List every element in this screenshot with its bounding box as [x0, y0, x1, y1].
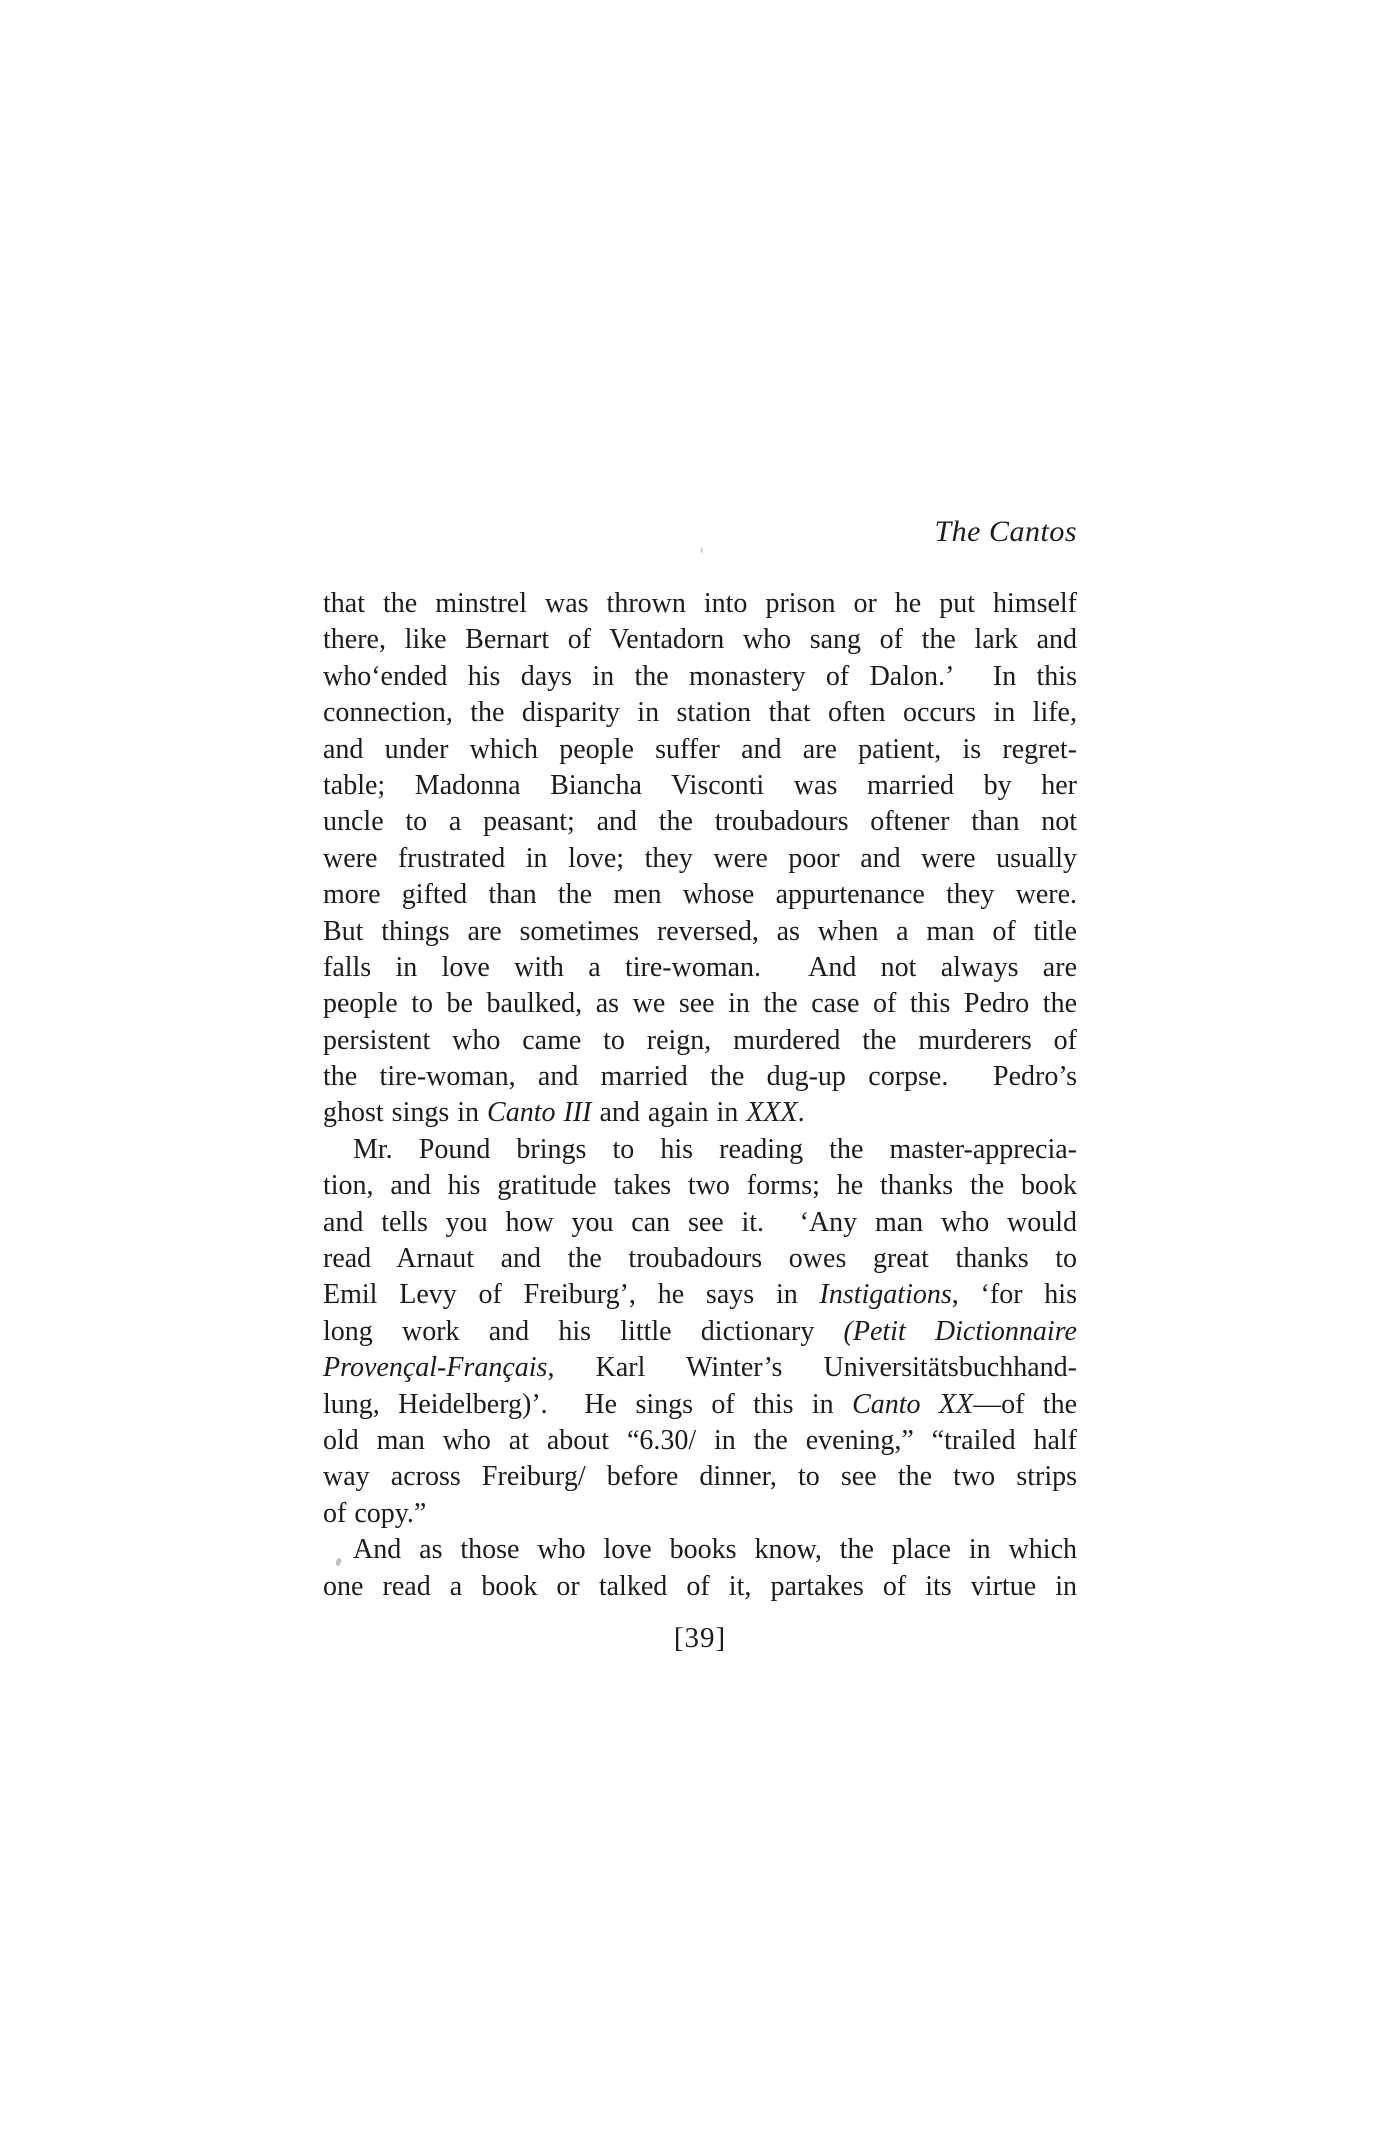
text-line [323, 804, 1077, 840]
text-line [323, 1459, 1077, 1495]
text-line [323, 1314, 1077, 1350]
text-line [323, 914, 1077, 950]
text-segment: But things are sometimes reversed, as when a man of title [323, 915, 1077, 947]
text-line [323, 622, 1077, 658]
text-line [323, 1350, 1077, 1386]
text-segment: ghost sings in [323, 1097, 488, 1129]
text-line [323, 1569, 1077, 1605]
italic-text-segment: XXX [746, 1097, 798, 1129]
text-line [323, 1095, 1077, 1131]
text-segment: and tells you how you can see it. ‘Any man who would [323, 1206, 1077, 1238]
text-segment: old man who at about “6.30/ in the evening,” “trailed half [323, 1424, 1077, 1456]
text-line [323, 659, 1077, 695]
text-segment: —of the [973, 1388, 1077, 1420]
text-segment: , ‘for his [951, 1279, 1077, 1311]
text-segment: Mr. Pound brings to his reading the master-apprecia- [353, 1133, 1077, 1165]
text-line [323, 1023, 1077, 1059]
text-line [323, 1132, 1077, 1168]
text-segment: persistent who came to reign, murdered the murderers of [323, 1024, 1077, 1056]
text-line [323, 986, 1077, 1022]
text-segment: , Karl Winter’s Universitätsbuchhand- [547, 1352, 1077, 1384]
text-segment: . [797, 1097, 805, 1129]
page-number: [39] [673, 1622, 727, 1654]
italic-text-segment: Canto XX [852, 1388, 974, 1420]
italic-text-segment: Canto III [487, 1097, 592, 1129]
text-segment: people to be baulked, as we see in the case of this Pedro the [323, 988, 1077, 1020]
text-segment: read Arnaut and the troubadours owes great thanks to [323, 1243, 1077, 1275]
text-segment: of copy.” [323, 1497, 427, 1529]
text-line [323, 1532, 1077, 1568]
text-segment: there, like Bernart of Ventadorn who sang of the lark and [323, 624, 1077, 656]
text-segment: more gifted than the men whose appurtenance they were. [323, 879, 1077, 911]
italic-text-segment: Instigations [819, 1279, 952, 1311]
text-line [323, 1423, 1077, 1459]
text-line [323, 768, 1077, 804]
text-line [323, 950, 1077, 986]
text-line [323, 1387, 1077, 1423]
italic-text-segment: (Petit Dictionnaire [843, 1315, 1077, 1347]
running-header-title: The Cantos [934, 515, 1077, 548]
text-segment: and again in [591, 1097, 747, 1129]
text-line [323, 1205, 1077, 1241]
text-segment: way across Freiburg/ before dinner, to see the two strips [323, 1461, 1077, 1493]
text-line [323, 877, 1077, 913]
text-line [323, 1059, 1077, 1095]
text-segment: falls in love with a tire-woman. And not always are [323, 951, 1077, 983]
text-segment: long work and his little dictionary [323, 1315, 844, 1347]
text-segment: were frustrated in love; they were poor and were usually [323, 842, 1077, 874]
text-line [323, 695, 1077, 731]
text-segment: tion, and his gratitude takes two forms; he thanks the book [323, 1170, 1077, 1202]
text-segment: and under which people suffer and are patient, is regret- [323, 733, 1077, 765]
text-line [323, 732, 1077, 768]
text-segment: And as those who love books know, the place in which [353, 1534, 1077, 1566]
text-segment: table; Madonna Biancha Visconti was married by her [323, 769, 1077, 801]
text-line [323, 1241, 1077, 1277]
running-header [323, 514, 1077, 550]
text-segment: that the minstrel was thrown into prison or he put himself [323, 588, 1077, 619]
text-line [323, 586, 1077, 622]
text-line [323, 1168, 1077, 1204]
text-segment: connection, the disparity in station that often occurs in life, [323, 697, 1077, 729]
text-segment: uncle to a peasant; and the troubadours oftener than not [323, 806, 1077, 838]
italic-text-segment: Provençal-Français [323, 1352, 548, 1384]
text-segment: lung, Heidelberg)’. He sings of this in [323, 1388, 853, 1420]
text-line [323, 1277, 1077, 1313]
text-segment: who‘ended his days in the monastery of Dalon.’ In this [323, 660, 1077, 692]
text-line [323, 841, 1077, 877]
text-segment: one read a book or talked of it, partakes of its virtue in [323, 1570, 1077, 1602]
page-body [323, 586, 1077, 1605]
text-segment: the tire-woman, and married the dug-up corpse. Pedro’s [323, 1061, 1077, 1093]
text-segment: Emil Levy of Freiburg’, he says in [323, 1279, 820, 1311]
scan-speck-artifact [700, 548, 703, 553]
text-line [323, 1496, 1077, 1532]
